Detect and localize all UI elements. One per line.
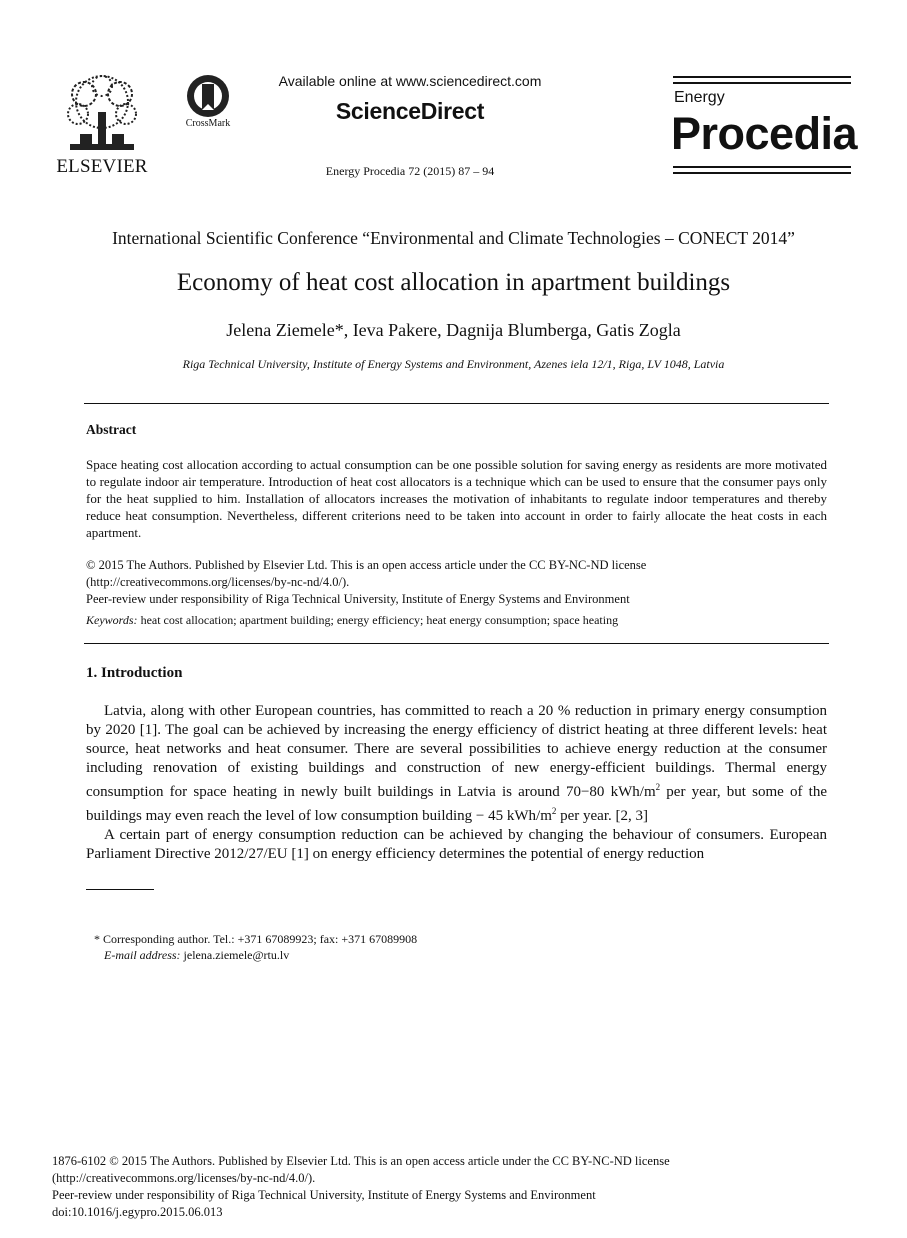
divider [84, 403, 829, 404]
author-list: Jelena Ziemele*, Ieva Pakere, Dagnija Blumberga, Gatis Zogla [226, 320, 681, 340]
available-online-link[interactable]: Available online at www.sciencedirect.com [278, 73, 542, 89]
sciencedirect-logo: ScienceDirect [335, 98, 485, 124]
page-footer [52, 1153, 852, 1221]
keywords-label: Keywords: [86, 613, 138, 627]
footnote-rule [86, 889, 154, 890]
abstract-heading: Abstract [86, 422, 137, 437]
divider [84, 643, 829, 644]
license-line: © 2015 The Authors. Published by Elsevier Ltd. This is an open access article under the CC BY-NC-ND license [86, 558, 647, 572]
peer-review-line: Peer-review under responsibility of Riga Technical University, Institute of Energy Systems and Environment [86, 592, 630, 606]
article-title: Economy of heat cost allocation in apartment buildings [176, 269, 731, 296]
keywords [86, 613, 827, 628]
issn-license: 1876-6102 © 2015 The Authors. Published by Elsevier Ltd. This is an open access article under the CC BY-NC-ND license [52, 1154, 670, 1168]
license-link[interactable]: (http://creativecommons.org/licenses/by-nc-nd/4.0/). [52, 1171, 316, 1185]
peer-review-line: Peer-review under responsibility of Riga Technical University, Institute of Energy Systems and Environment [52, 1188, 596, 1202]
doi[interactable]: doi:10.1016/j.egypro.2015.06.013 [52, 1205, 223, 1219]
abstract-body: Space heating cost allocation according to actual consumption can be one possible solution for saving energy as residents are more motivated to regulate indoor air temperature. Introduction of heat cost allocators is a technique which can be used to ensure that the consumer pays only for the heat supplied to him. Installation of allocators increases the motivation of inhabitants to regulate indoor temperatures and thereby reduce heat consumption. Nevertheless, different criterions need to be taken into account in order to fairly allocate the heat costs in each apartment. [86, 457, 827, 540]
journal-logo-procedia: Procedia [671, 108, 858, 159]
corresponding-author: * Corresponding author. Tel.: +371 67089923; fax: +371 67089908 [94, 932, 418, 946]
journal-citation: Energy Procedia 72 (2015) 87 – 94 [325, 164, 495, 178]
keywords-list: heat cost allocation; apartment building; energy efficiency; heat energy consumption; space heating [137, 613, 619, 627]
section-heading: 1. Introduction [86, 665, 183, 681]
footnote [94, 931, 417, 963]
elsevier-wordmark: ELSEVIER [56, 156, 148, 177]
author-affiliation: Riga Technical University, Institute of Energy Systems and Environment, Azenes iela 12/1, Riga, LV 1048, Latvia [182, 357, 725, 371]
journal-logo-rule [673, 82, 851, 84]
email-link[interactable]: jelena.ziemele@rtu.lv [180, 948, 290, 962]
conference-name: International Scientific Conference “Environmental and Climate Technologies – CONECT 2014” [112, 228, 795, 248]
paragraph: Latvia, along with other European countries, has committed to reach a 20 % reduction in primary energy consumption by 2020 [1]. The goal can be achieved by increasing the energy efficiency of district heating at three different levels: heat source, heat networks and heat consumer. There are several possibilities to achieve energy reduction at the consumer including renovation of existing buildings and construction of new energy-efficient buildings. Thermal energy consumption for space heating in newly built buildings in Latvia is around 70−80 kWh/$m^2$ per year, but some of the buildings may even reach the level of low consumption building − 45 kWh/$m^2$ per year. [2, 3] [86, 703, 827, 824]
email-line [94, 947, 417, 963]
journal-logo-rule [673, 76, 851, 78]
crossmark-label: CrossMark [185, 118, 231, 129]
journal-logo-energy: Energy [674, 89, 725, 106]
license-link[interactable]: (http://creativecommons.org/licenses/by-nc-nd/4.0/). [86, 575, 350, 589]
email-label: E-mail address: [104, 948, 181, 962]
paragraph: A certain part of energy consumption reduction can be achieved by changing the behaviour of consumers. European Parliament Directive 2012/27/EU [1] on energy efficiency determines the potential of energy reduction [86, 827, 827, 862]
introduction-body [86, 702, 827, 864]
journal-logo-rule [673, 166, 851, 168]
license-block [86, 557, 827, 608]
journal-logo-rule [673, 172, 851, 174]
